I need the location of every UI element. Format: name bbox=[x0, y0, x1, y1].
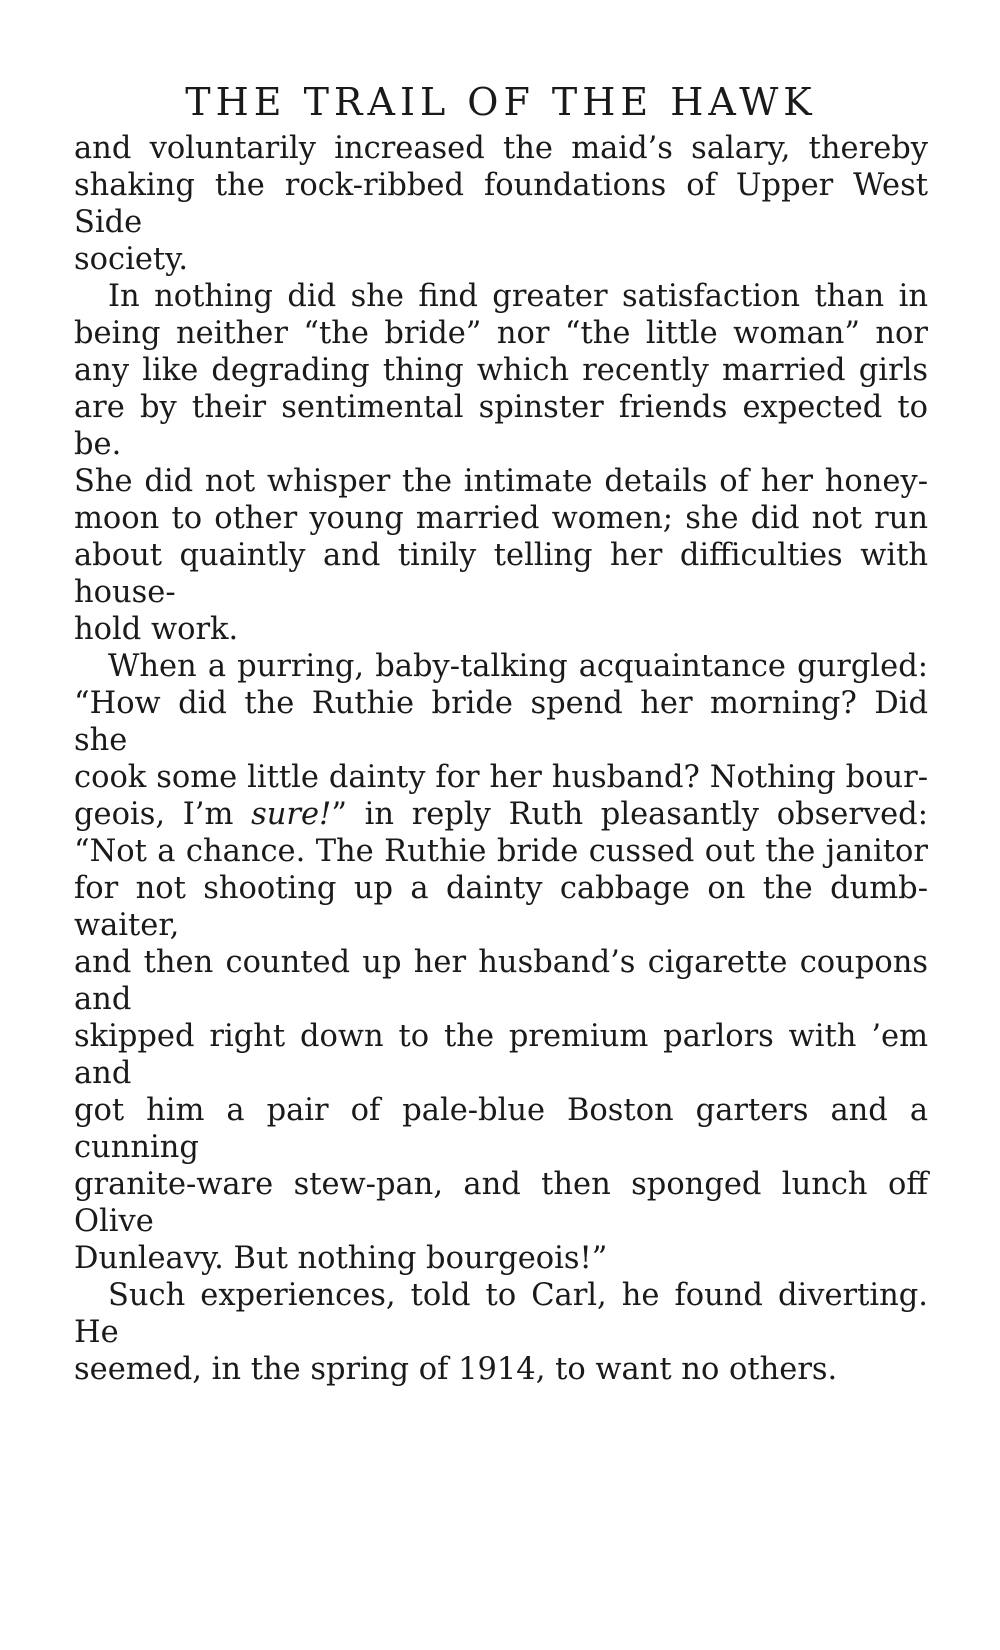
text-line: society. bbox=[74, 242, 189, 277]
text-line: for not shooting up a dainty cabbage on the dumb-waiter, bbox=[74, 871, 928, 943]
emphasis: sure! bbox=[251, 797, 332, 832]
text-line: seemed, in the spring of 1914, to want no others. bbox=[74, 1352, 838, 1387]
text-line: shaking the rock-ribbed foundations of Upper West Side bbox=[74, 168, 928, 240]
text-line: “How did the Ruthie bride spend her morning? Did she bbox=[74, 686, 928, 758]
text-line: Such experiences, told to Carl, he found diverting. He bbox=[74, 1278, 928, 1350]
text-line: any like degrading thing which recently married girls bbox=[74, 353, 928, 388]
text-line: skipped right down to the premium parlors with ’em and bbox=[74, 1019, 928, 1091]
text-line: When a purring, baby-talking acquaintance gurgled: bbox=[108, 649, 928, 684]
text-segment: ” in reply Ruth pleasantly observed: bbox=[331, 797, 928, 832]
text-line: In nothing did she find greater satisfaction than in bbox=[108, 279, 928, 314]
text-line: granite-ware stew-pan, and then sponged lunch off Olive bbox=[74, 1167, 928, 1239]
text-line: She did not whisper the intimate details of her honey- bbox=[74, 464, 928, 499]
text-line: cook some little dainty for her husband? Nothing bour- bbox=[74, 760, 928, 795]
text-line bbox=[74, 796, 928, 833]
paragraph-4 bbox=[74, 1277, 928, 1388]
text-line: “Not a chance. The Ruthie bride cussed out the janitor bbox=[74, 834, 928, 869]
text-line: being neither “the bride” nor “the little woman” nor bbox=[74, 316, 928, 351]
book-page bbox=[74, 80, 928, 1388]
text-segment: geois, I’m bbox=[74, 797, 252, 832]
text-line: got him a pair of pale-blue Boston garters and a cunning bbox=[74, 1093, 928, 1165]
paragraph-3 bbox=[74, 648, 928, 1277]
text-line: hold work. bbox=[74, 612, 239, 647]
text-line: moon to other young married women; she did not run bbox=[74, 501, 928, 536]
text-line: and voluntarily increased the maid’s salary, thereby bbox=[74, 131, 928, 166]
paragraph-1 bbox=[74, 130, 928, 278]
text-line: Dunleavy. But nothing bourgeois!” bbox=[74, 1241, 608, 1276]
paragraph-2 bbox=[74, 278, 928, 648]
text-line: and then counted up her husband’s cigarette coupons and bbox=[74, 945, 928, 1017]
body-text bbox=[74, 130, 928, 1388]
text-line: about quaintly and tinily telling her difficulties with house- bbox=[74, 538, 928, 610]
running-head: THE TRAIL OF THE HAWK bbox=[185, 80, 817, 124]
text-line: are by their sentimental spinster friends expected to be. bbox=[74, 390, 928, 462]
